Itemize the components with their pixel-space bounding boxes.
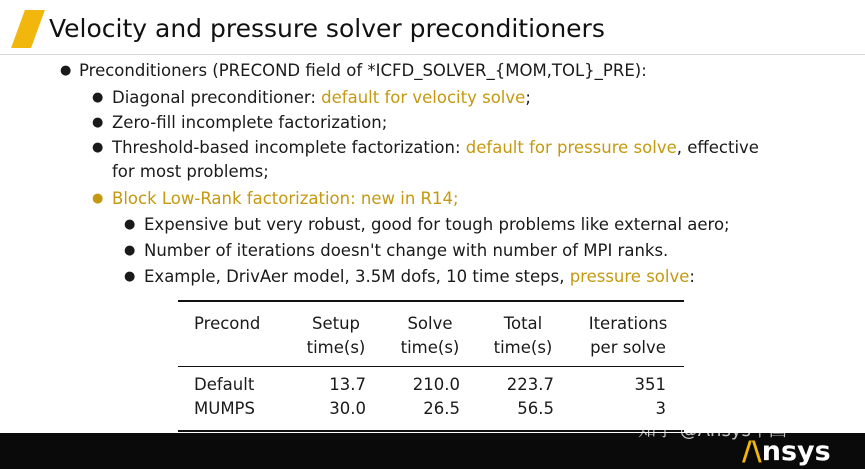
bullet-zero-fill: Zero-fill incomplete factorization; [112,113,388,132]
ansys-logo-mark: /\ [742,436,762,467]
bullet-diagonal-highlight: default for velocity solve [321,88,526,107]
table-header-rule [178,366,684,367]
bullet-diagonal [112,86,531,110]
table-header-solve-unit: time(s) [400,338,460,357]
bullet-dot: ● [92,115,104,130]
bullet-preconditioners: Preconditioners (PRECOND field of *ICFD_SOLVER_{MOM,TOL}_PRE): [79,61,647,80]
bullet-dot: ● [124,243,136,258]
table-cell-setup: 30.0 [329,399,366,418]
table-cell-precond: MUMPS [194,399,255,418]
table-cell-precond: Default [194,375,255,394]
table-cell-iterations: 351 [634,375,666,394]
bullet-example [144,265,695,289]
bullet-dot: ● [92,90,104,105]
table-header-iterations-unit: per solve [590,338,666,357]
bullet-dot: ● [60,63,72,78]
accent-slash-bar [11,10,45,48]
bullet-example-highlight: pressure solve [569,267,690,286]
bullet-threshold-highlight: default for pressure solve [465,138,677,157]
table-header-total: Total [503,314,543,333]
bullet-dot: ● [124,217,136,232]
ansys-logo [742,436,831,468]
table-header-precond: Precond [194,314,261,333]
watermark-text: 知乎 @Ansys中国 [638,420,787,441]
bullet-diagonal-end: ; [525,88,531,107]
table-cell-total: 223.7 [506,375,554,394]
table-cell-solve: 26.5 [423,399,460,418]
table-header-setup-unit: time(s) [306,338,366,357]
bullet-example-end: : [689,267,695,286]
bullet-threshold-text: Threshold-based incomplete factorization: [112,138,466,157]
bullet-threshold-continued: for most problems; [112,162,269,181]
bullet-iterations: Number of iterations doesn't change with number of MPI ranks. [144,241,669,260]
bullet-example-text: Example, DrivAer model, 3.5M dofs, 10 time steps, [144,267,570,286]
table-header-total-unit: time(s) [493,338,553,357]
table-cell-iterations: 3 [655,399,666,418]
table-cell-solve: 210.0 [412,375,460,394]
slide-title: Velocity and pressure solver preconditioners [49,14,605,43]
title-divider [0,54,865,55]
table-header-setup: Setup [311,314,361,333]
ansys-logo-text: nsys [761,436,831,467]
bullet-dot: ● [92,191,104,206]
table-cell-total: 56.5 [517,399,554,418]
table-cell-setup: 13.7 [329,375,366,394]
bullet-threshold [112,136,759,160]
table-header-solve: Solve [407,314,453,333]
results-table [178,300,684,432]
bullet-block-low-rank: Block Low-Rank factorization: new in R14; [112,189,459,208]
bullet-dot: ● [124,269,136,284]
bullet-threshold-end: , effective [676,138,759,157]
bullet-dot: ● [92,140,104,155]
bullet-diagonal-text: Diagonal preconditioner: [112,88,322,107]
bullet-expensive: Expensive but very robust, good for tough problems like external aero; [144,215,730,234]
table-header-iterations: Iterations [588,314,668,333]
